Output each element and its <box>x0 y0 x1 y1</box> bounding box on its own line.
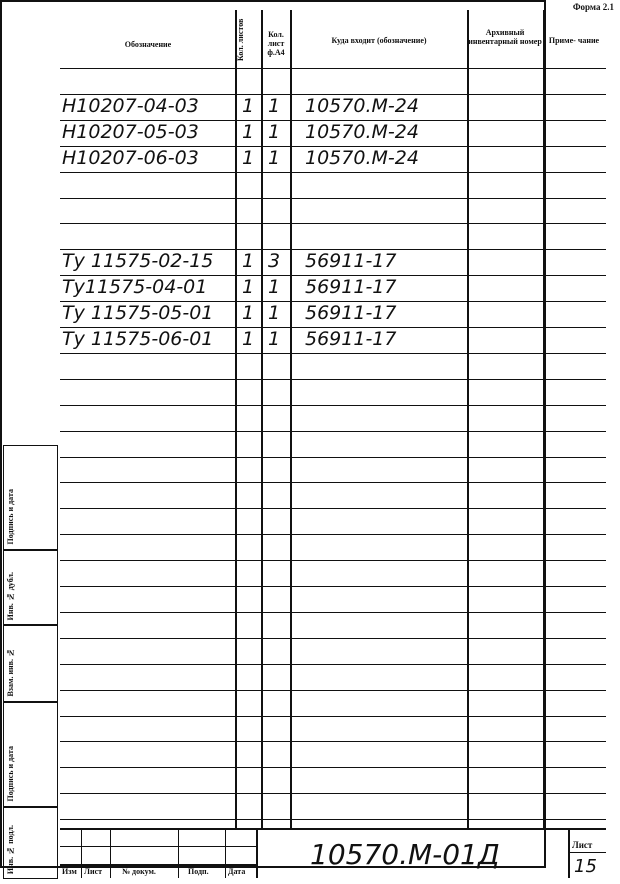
row-line <box>60 223 606 224</box>
stamp-date: Дата <box>228 867 246 876</box>
stamp-divider <box>81 828 82 878</box>
row-line <box>60 560 606 561</box>
row-where-used: 56911-17 <box>305 328 397 350</box>
stamp-change: Изм <box>62 867 77 876</box>
row-where-used: 56911-17 <box>305 250 397 272</box>
side-label: Инв. № подл. <box>6 824 15 874</box>
row-sheets: 1 <box>242 95 255 117</box>
col-divider <box>543 10 545 828</box>
row-designation: Н10207-04-03 <box>62 95 199 117</box>
row-designation: Ту11575-04-01 <box>62 276 208 298</box>
row-line <box>60 431 606 432</box>
row-line <box>60 68 606 69</box>
stamp-line <box>60 846 256 847</box>
row-designation: Ту 11575-05-01 <box>62 302 214 324</box>
side-label: Взам. инв. № <box>6 648 15 697</box>
stamp-line <box>60 864 256 866</box>
row-line <box>60 379 606 380</box>
row-line <box>60 586 606 587</box>
row-a4: 1 <box>268 328 281 350</box>
side-replace-inv <box>3 625 58 702</box>
header-archive-number: Архивный инвентарный номер <box>468 28 542 46</box>
header-sheets-count: Кол. листов <box>236 18 245 62</box>
row-line <box>60 716 606 717</box>
row-where-used: 56911-17 <box>305 302 397 324</box>
row-a4: 1 <box>268 276 281 298</box>
row-line <box>60 353 606 354</box>
side-dup-inv <box>3 550 58 625</box>
row-where-used: 10570.М-24 <box>305 147 419 169</box>
document-code: 10570.М-01Д <box>310 838 500 871</box>
stamp-divider <box>110 828 111 878</box>
row-sheets: 1 <box>242 302 255 324</box>
sheet-label: Лист <box>572 840 593 850</box>
row-a4: 1 <box>268 302 281 324</box>
side-orig-inv <box>3 807 58 879</box>
row-line <box>60 612 606 613</box>
sheet-number: 15 <box>574 856 597 877</box>
row-line <box>60 690 606 691</box>
row-designation: Ту 11575-02-15 <box>62 250 214 272</box>
row-line <box>60 534 606 535</box>
stamp-signature: Подп. <box>188 867 209 876</box>
stamp-top-line <box>60 828 606 830</box>
side-label: Инв. № дубл. <box>6 571 15 620</box>
row-where-used: 10570.М-24 <box>305 95 419 117</box>
row-designation: Ту 11575-06-01 <box>62 328 214 350</box>
row-line <box>60 664 606 665</box>
col-divider <box>261 10 263 828</box>
stamp-line <box>568 852 606 853</box>
row-a4: 3 <box>268 250 281 272</box>
header-note: Приме- чание <box>548 36 600 45</box>
side-sig-date-1 <box>3 445 58 550</box>
row-a4: 1 <box>268 95 281 117</box>
stamp-divider <box>256 828 258 878</box>
row-sheets: 1 <box>242 250 255 272</box>
header-designation: Обозначение <box>124 40 172 49</box>
row-where-used: 56911-17 <box>305 276 397 298</box>
row-line <box>60 793 606 794</box>
row-sheets: 1 <box>242 147 255 169</box>
row-line <box>60 819 606 820</box>
row-a4: 1 <box>268 121 281 143</box>
row-line <box>60 508 606 509</box>
row-line <box>60 198 606 199</box>
stamp-sheet: Лист <box>84 867 103 876</box>
col-divider <box>290 10 292 828</box>
row-sheets: 1 <box>242 121 255 143</box>
row-line <box>60 172 606 173</box>
row-where-used: 10570.М-24 <box>305 121 419 143</box>
row-line <box>60 741 606 742</box>
header-where-used: Куда входит (обозначение) <box>331 36 427 45</box>
row-sheets: 1 <box>242 276 255 298</box>
col-divider <box>235 10 237 828</box>
stamp-divider <box>178 828 179 878</box>
row-line <box>60 457 606 458</box>
row-line <box>60 767 606 768</box>
stamp-doc-number: № докум. <box>122 867 156 876</box>
row-line <box>60 405 606 406</box>
row-a4: 1 <box>268 147 281 169</box>
row-sheets: 1 <box>242 328 255 350</box>
stamp-divider <box>568 828 570 878</box>
row-designation: Н10207-05-03 <box>62 121 199 143</box>
side-sig-date-2 <box>3 702 58 807</box>
col-divider <box>467 10 469 828</box>
form-label: Форма 2.1 <box>572 2 614 12</box>
row-line <box>60 482 606 483</box>
side-label: Подпись и дата <box>6 489 15 545</box>
stamp-divider <box>225 828 226 878</box>
row-line <box>60 638 606 639</box>
row-designation: Н10207-06-03 <box>62 147 199 169</box>
header-a4-count: Кол. лист ф.А4 <box>267 30 285 57</box>
side-label: Подпись и дата <box>6 746 15 802</box>
